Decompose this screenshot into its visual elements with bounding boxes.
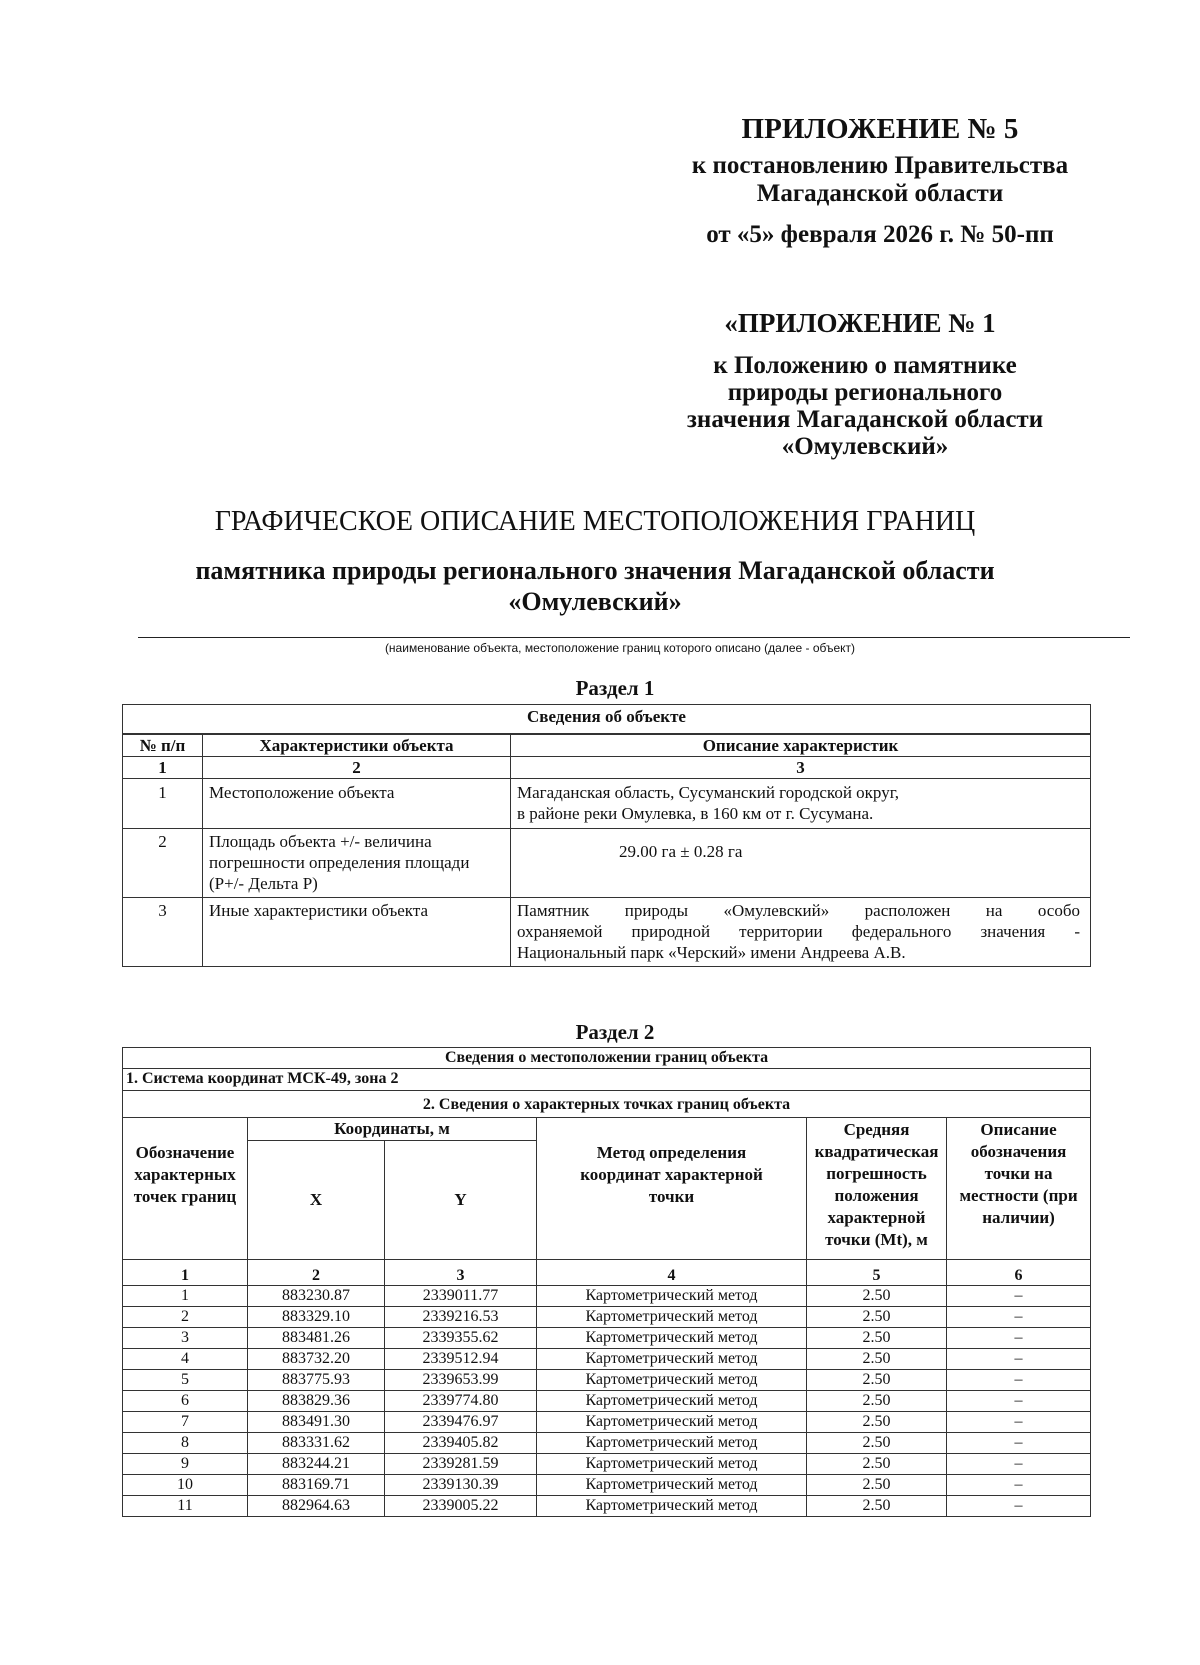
column-number: 2 [248, 1260, 385, 1286]
point-description: – [947, 1349, 1091, 1370]
section-1-heading: Раздел 1 [575, 676, 655, 700]
column-header-error: Средняя квадратическая погрешность положения характерной точки (Mt), м [807, 1118, 947, 1260]
table-row [123, 1349, 1091, 1370]
column-header: Описание характеристик [511, 734, 1091, 757]
column-number: 3 [385, 1260, 537, 1286]
column-header-method: Метод определения координат характерной точки [537, 1118, 807, 1260]
table-row [123, 1496, 1091, 1517]
point-x: 883829.36 [248, 1391, 385, 1412]
point-method: Картометрический метод [537, 1412, 807, 1433]
point-number: 10 [123, 1475, 248, 1496]
table-title: Сведения об объекте [123, 705, 1091, 735]
point-method: Картометрический метод [537, 1391, 807, 1412]
table-row [123, 829, 1091, 898]
characteristic-name: Местоположение объекта [203, 779, 511, 829]
table-row [123, 1370, 1091, 1391]
column-number: 2 [203, 757, 511, 779]
point-method: Картометрический метод [537, 1370, 807, 1391]
column-number: 6 [947, 1260, 1091, 1286]
point-description: – [947, 1391, 1091, 1412]
table-row [123, 1433, 1091, 1454]
point-number: 9 [123, 1454, 248, 1475]
description-line: Памятник природы «Омулевский» расположен на особо [517, 901, 1080, 920]
point-description: – [947, 1412, 1091, 1433]
point-number: 5 [123, 1370, 248, 1391]
table-title: Сведения о местоположении границ объекта [123, 1048, 1091, 1069]
regulation-reference [655, 352, 1075, 460]
document-title: ГРАФИЧЕСКОЕ ОПИСАНИЕ МЕСТОПОЛОЖЕНИЯ ГРАНИЦ [214, 506, 976, 537]
table-row [123, 898, 1091, 967]
point-error: 2.50 [807, 1391, 947, 1412]
point-description: – [947, 1454, 1091, 1475]
coordinate-system: 1. Система координат МСК-49, зона 2 [123, 1069, 1091, 1091]
point-y: 2339476.97 [385, 1412, 537, 1433]
point-number: 6 [123, 1391, 248, 1412]
point-y: 2339216.53 [385, 1307, 537, 1328]
point-x: 883732.20 [248, 1349, 385, 1370]
name-line: (Р+/- Дельта Р) [209, 874, 318, 893]
point-x: 883491.30 [248, 1412, 385, 1433]
point-number: 8 [123, 1433, 248, 1454]
row-number: 2 [123, 829, 203, 898]
point-description: – [947, 1496, 1091, 1517]
column-header-description: Описание обозначения точки на местности (при наличии) [947, 1118, 1091, 1260]
column-number: 1 [123, 1260, 248, 1286]
point-error: 2.50 [807, 1475, 947, 1496]
point-method: Картометрический метод [537, 1328, 807, 1349]
point-error: 2.50 [807, 1328, 947, 1349]
point-y: 2339281.59 [385, 1454, 537, 1475]
column-header-x: X [248, 1141, 385, 1260]
inner-appendix-heading [650, 306, 1070, 340]
appendix-heading [690, 112, 1070, 146]
point-method: Картометрический метод [537, 1433, 807, 1454]
point-x: 883481.26 [248, 1328, 385, 1349]
column-header-coordinates: Координаты, м [248, 1118, 537, 1141]
regulation-line-3: значения Магаданской области [686, 406, 1044, 433]
name-line: Площадь объекта +/- величина [209, 832, 432, 851]
inner-appendix-number: «ПРИЛОЖЕНИЕ № 1 [724, 308, 996, 338]
object-name-line-2: «Омулевский» [508, 587, 682, 616]
point-y: 2339653.99 [385, 1370, 537, 1391]
table-row [123, 779, 1091, 829]
point-number: 3 [123, 1328, 248, 1349]
table-row [123, 1454, 1091, 1475]
regulation-line-1: к Положению о памятнике [713, 352, 1017, 379]
decree-date: от «5» февраля 2026 г. № 50-пп [706, 221, 1054, 248]
column-header: № п/п [123, 734, 203, 757]
table-row [123, 1391, 1091, 1412]
point-y: 2339774.80 [385, 1391, 537, 1412]
point-error: 2.50 [807, 1349, 947, 1370]
regulation-line-2: природы регионального [727, 379, 1003, 406]
row-number: 1 [123, 779, 203, 829]
point-description: – [947, 1433, 1091, 1454]
description-line: Магаданская область, Сусуманский городской округ, [517, 783, 900, 802]
point-method: Картометрический метод [537, 1286, 807, 1307]
table-row [123, 1307, 1091, 1328]
point-x: 883230.87 [248, 1286, 385, 1307]
point-x: 882964.63 [248, 1496, 385, 1517]
point-error: 2.50 [807, 1286, 947, 1307]
point-x: 883329.10 [248, 1307, 385, 1328]
characteristic-description: 29.00 га ± 0.28 га [511, 829, 1091, 898]
point-x: 883169.71 [248, 1475, 385, 1496]
point-y: 2339512.94 [385, 1349, 537, 1370]
point-error: 2.50 [807, 1307, 947, 1328]
column-header-y: Y [385, 1141, 537, 1260]
column-number: 1 [123, 757, 203, 779]
column-number: 4 [537, 1260, 807, 1286]
column-number: 5 [807, 1260, 947, 1286]
decree-date-block [650, 220, 1110, 250]
point-error: 2.50 [807, 1496, 947, 1517]
point-x: 883775.93 [248, 1370, 385, 1391]
object-name-line-1: памятника природы регионального значения Магаданской области [195, 556, 995, 585]
point-number: 4 [123, 1349, 248, 1370]
points-title: 2. Сведения о характерных точках границ объекта [123, 1091, 1091, 1118]
point-method: Картометрический метод [537, 1475, 807, 1496]
characteristic-name: Иные характеристики объекта [203, 898, 511, 967]
point-error: 2.50 [807, 1454, 947, 1475]
title-caption: (наименование объекта, местоположение границ которого описано (далее - объект) [384, 641, 856, 655]
column-header-designation: Обозначение характерных точек границ [123, 1118, 248, 1260]
point-x: 883331.62 [248, 1433, 385, 1454]
description-line: в районе реки Омулевка, в 160 км от г. Сусумана. [517, 804, 874, 823]
point-error: 2.50 [807, 1370, 947, 1391]
table-row [123, 1328, 1091, 1349]
section-2-heading: Раздел 2 [575, 1020, 655, 1044]
point-y: 2339130.39 [385, 1475, 537, 1496]
decree-line-2: Магаданской области [756, 180, 1004, 207]
regulation-line-4: «Омулевский» [781, 433, 949, 460]
point-y: 2339355.62 [385, 1328, 537, 1349]
name-line: погрешности определения площади [209, 853, 470, 872]
column-header: Характеристики объекта [203, 734, 511, 757]
point-y: 2339405.82 [385, 1433, 537, 1454]
point-method: Картометрический метод [537, 1496, 807, 1517]
point-description: – [947, 1475, 1091, 1496]
point-description: – [947, 1328, 1091, 1349]
characteristic-name [203, 829, 511, 898]
point-method: Картометрический метод [537, 1349, 807, 1370]
point-description: – [947, 1307, 1091, 1328]
table-row [123, 1412, 1091, 1433]
point-number: 11 [123, 1496, 248, 1517]
characteristic-description [511, 898, 1091, 967]
point-number: 2 [123, 1307, 248, 1328]
description-line: охраняемой природной территории федерального значения - [517, 922, 1080, 941]
point-method: Картометрический метод [537, 1307, 807, 1328]
column-number: 3 [511, 757, 1091, 779]
point-method: Картометрический метод [537, 1454, 807, 1475]
decree-reference [650, 152, 1110, 208]
point-description: – [947, 1370, 1091, 1391]
boundary-points-table [122, 1047, 1091, 1517]
characteristic-description [511, 779, 1091, 829]
object-name [120, 555, 1070, 617]
row-number: 3 [123, 898, 203, 967]
point-error: 2.50 [807, 1433, 947, 1454]
table-row [123, 1475, 1091, 1496]
point-description: – [947, 1286, 1091, 1307]
decree-line-1: к постановлению Правительства [691, 152, 1069, 179]
point-y: 2339011.77 [385, 1286, 537, 1307]
appendix-number: ПРИЛОЖЕНИЕ № 5 [741, 113, 1019, 145]
point-number: 1 [123, 1286, 248, 1307]
point-error: 2.50 [807, 1412, 947, 1433]
title-underline [138, 637, 1130, 638]
point-number: 7 [123, 1412, 248, 1433]
object-info-table [122, 704, 1091, 967]
point-x: 883244.21 [248, 1454, 385, 1475]
point-y: 2339005.22 [385, 1496, 537, 1517]
description-line: Национальный парк «Черский» имени Андреева А.В. [517, 943, 906, 962]
table-row [123, 1286, 1091, 1307]
